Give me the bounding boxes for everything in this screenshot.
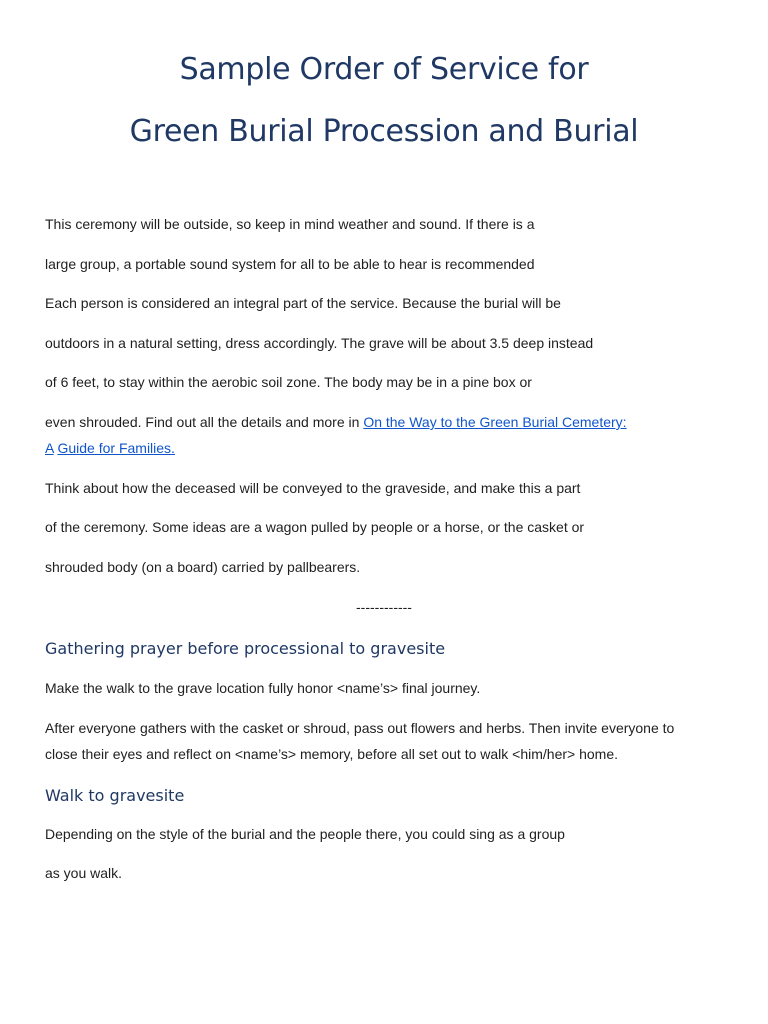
intro-line-7 xyxy=(45,439,175,457)
walk-line-2: as you walk. xyxy=(45,865,123,881)
document-title-line-1: Sample Order of Service for xyxy=(179,52,589,87)
conveyance-line-3: shrouded body (on a board) carried by pallbearers. xyxy=(45,559,361,575)
conveyance-line-1: Think about how the deceased will be conveyed to the graveside, and make this a part xyxy=(45,480,581,496)
walk-heading: Walk to gravesite xyxy=(45,786,185,805)
guide-link-part-1[interactable]: On the Way to the Green Burial Cemetery: xyxy=(363,414,627,430)
document-title-line-2: Green Burial Procession and Burial xyxy=(129,114,639,149)
intro-line-5: of 6 feet, to stay within the aerobic soil zone. The body may be in a pine box or xyxy=(45,374,532,390)
intro-line-2: large group, a portable sound system for all to be able to hear is recommended xyxy=(45,256,535,272)
section-separator: ------------ xyxy=(356,599,412,615)
gathering-paragraph-2-line-1: After everyone gathers with the casket or shroud, pass out flowers and herbs. Then invite everyone to xyxy=(45,720,675,736)
walk-line-1: Depending on the style of the burial and the people there, you could sing as a group xyxy=(45,826,565,842)
guide-link-part-3[interactable]: Guide for Families. xyxy=(57,440,175,456)
intro-line-4: outdoors in a natural setting, dress accordingly. The grave will be about 3.5 deep instead xyxy=(45,335,594,351)
intro-line-6-text: even shrouded. Find out all the details and more in xyxy=(45,414,364,430)
guide-link-part-2[interactable]: A xyxy=(45,440,54,456)
gathering-paragraph-1: Make the walk to the grave location fully honor <name’s> final journey. xyxy=(45,680,481,696)
gathering-heading: Gathering prayer before processional to gravesite xyxy=(45,639,446,658)
intro-line-3: Each person is considered an integral part of the service. Because the burial will be xyxy=(45,295,561,311)
gathering-paragraph-2-line-2: close their eyes and reflect on <name’s> memory, before all set out to walk <him/her> home. xyxy=(45,746,618,762)
intro-line-6 xyxy=(45,413,627,431)
intro-line-1: This ceremony will be outside, so keep in mind weather and sound. If there is a xyxy=(45,216,535,232)
conveyance-line-2: of the ceremony. Some ideas are a wagon pulled by people or a horse, or the casket or xyxy=(45,519,585,535)
